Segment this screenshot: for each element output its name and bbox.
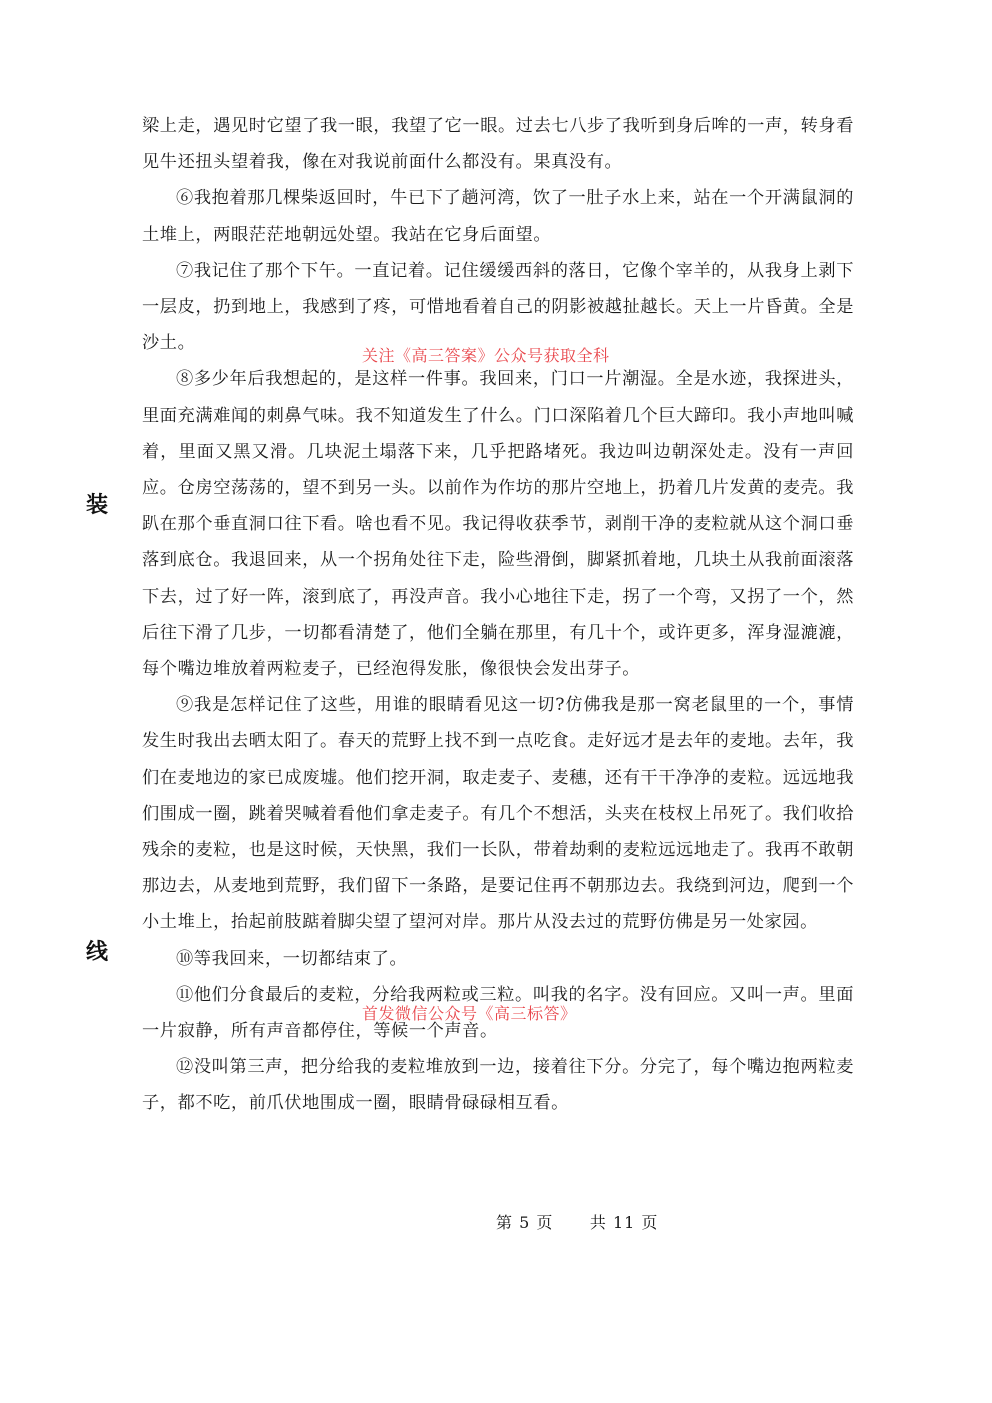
binding-mark-bottom: 线	[86, 940, 109, 965]
paragraph-8: ⑧多少年后我想起的，是这样一件事。我回来，门口一片潮湿。全是水迹，我探进头，里面充满难闻的刺鼻气味。我不知道发生了什么。门口深陷着几个巨大蹄印。我小声地叫喊着，里面又黑又滑。几块泥土塌落下来，几乎把路堵死。我边叫边朝深处走。没有一声回应。仓房空荡荡的，望不到另一头。以前作为作坊的那片空地上，扔着几片发黄的麦壳。我趴在那个垂直洞口往下看。啥也看不见。我记得收获季节，剥削干净的麦粒就从这个洞口垂落到底仓。我退回来，从一个拐角处往下走，险些滑倒，脚紧抓着地，几块土从我前面滚落下去，过了好一阵，滚到底了，再没声音。我小心地往下走，拐了一个弯，又拐了一个，然后往下滑了几步，一切都看清楚了，他们全躺在那里，有几十个，或许更多，浑身湿漉漉，每个嘴边堆放着两粒麦子，已经泡得发胀，像很快会发出芽子。	[142, 369, 854, 680]
paragraph-10: ⑩等我回来，一切都结束了。	[176, 948, 408, 969]
paragraph-continued: 梁上走，遇见时它望了我一眼，我望了它一眼。过去七八步了我听到身后哞的一声，转身看见牛还扭头望着我，像在对我说前面什么都没有。果真没有。	[142, 116, 854, 173]
paragraph-11: ⑪他们分食最后的麦粒，分给我两粒或三粒。叫我的名字。没有回应。又叫一声。里面一片寂静，所有声音都停住，等候一个声音。	[142, 984, 854, 1042]
paragraph-12: ⑫没叫第三声，把分给我的麦粒堆放到一边，接着往下分。分完了，每个嘴边抱两粒麦子，都不吃，前爪伏地围成一圈，眼睛骨碌碌相互看。	[142, 1057, 854, 1114]
watermark-follow-account: 关注《高三答案》公众号获取全科	[362, 346, 610, 365]
paragraph-6: ⑥我抱着那几棵柴返回时，牛已下了趟河湾，饮了一肚子水上来，站在一个开满鼠洞的土堆上，两眼茫茫地朝远处望。我站在它身后面望。	[142, 188, 854, 245]
watermark-wechat-account: 首发微信公众号《高三标答》	[362, 1004, 577, 1023]
paragraph-7: ⑦我记住了那个下午。一直记着。记住缓缓西斜的落日，它像个宰羊的，从我身上剥下一层皮，扔到地上，我感到了疼，可惜地看着自己的阴影被越扯越长。天上一片昏黄。全是沙土。	[142, 260, 854, 354]
paragraph-9: ⑨我是怎样记住了这些，用谁的眼睛看见这一切?仿佛我是那一窝老鼠里的一个，事情发生时我出去晒太阳了。春天的荒野上找不到一点吃食。走好远才是去年的麦地。去年，我们在麦地边的家已成废墟。他们挖开洞，取走麦子、麦穗，还有干干净净的麦粒。远远地我们围成一圈，跳着哭喊着看他们拿走麦子。有几个不想活，头夹在枝杈上吊死了。我们收拾残余的麦粒，也是这时候，天快黑，我们一长队，带着劫剩的麦粒远远地走了。我再不敢朝那边去，从麦地到荒野，我们留下一条路，是要记住再不朝那边去。我绕到河边，爬到一个小土堆上，抬起前肢踮着脚尖望了望河对岸。那片从没去过的荒野仿佛是另一处家园。	[142, 695, 854, 933]
page-number-footer: 第 5 页 共 11 页	[496, 1213, 659, 1232]
article-body	[142, 108, 854, 1122]
binding-mark-top: 装	[86, 493, 109, 518]
